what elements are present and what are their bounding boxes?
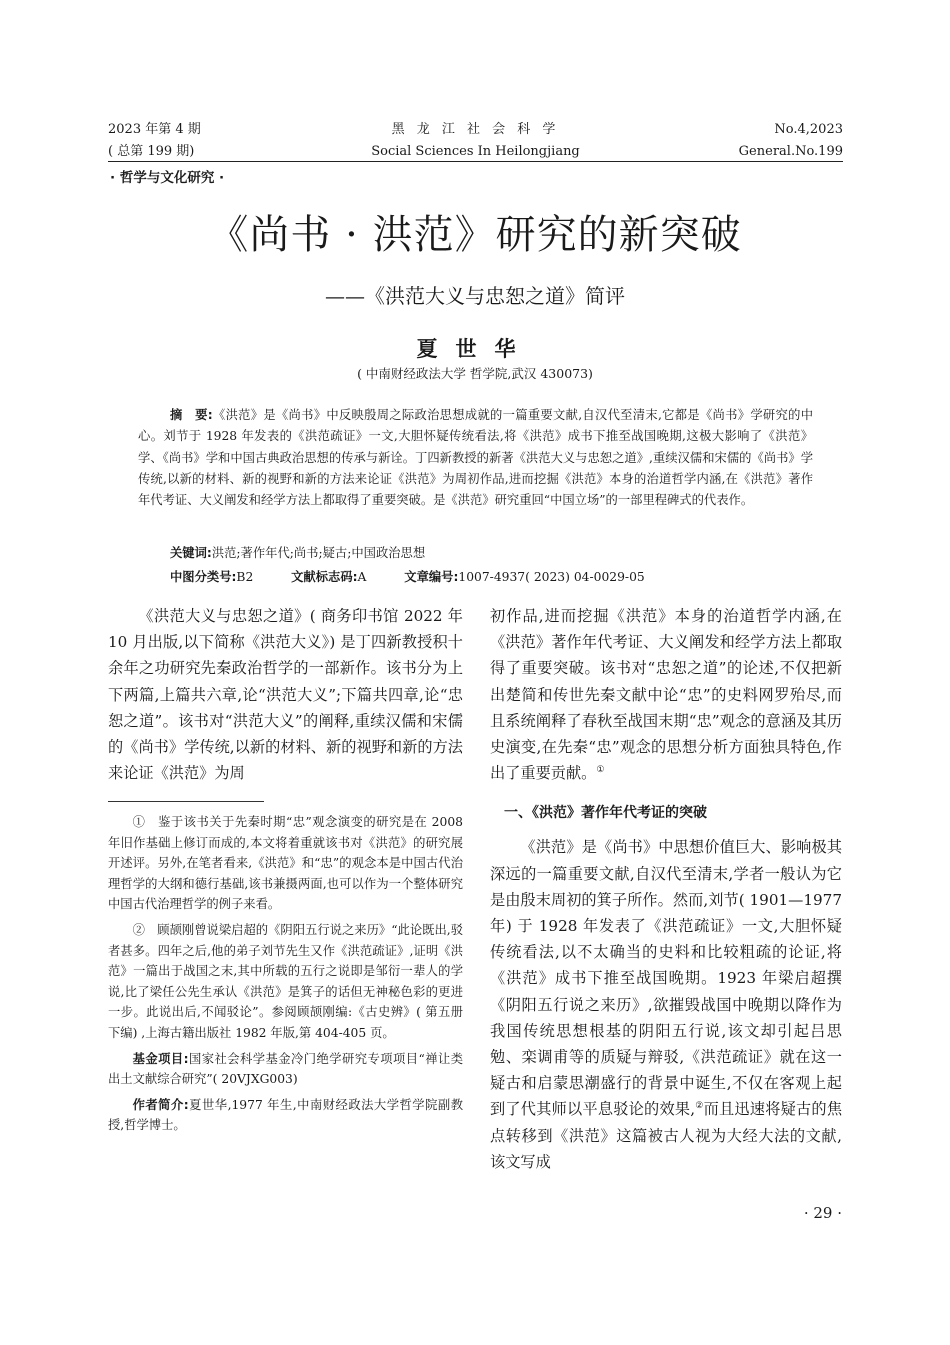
fund-note [108, 1049, 463, 1090]
body-text-p2a: 《洪范》是《尚书》中思想价值巨大、影响极其深远的一篇重要文献,自汉代至清末,学者一般认为它是由殷末周初的箕子所作。然而,刘节( 1901—1977 年) 于 1928 年发表了《洪范疏证》一文,大胆怀疑传统看法,以不太确当的史料和比较粗疏的论证,将《洪范》成书下推至战国晚期。1923 年梁启超撰《阴阳五行说之来历》,欲摧毁战国中晚期以降作为我国传统思想根基的阴阳五行说,该文却引起吕思勉、栾调甫等的质疑与辩驳,《洪范疏证》就在这一疑古和启蒙思潮盛行的背景中诞生,不仅在客观上起到了代其师以平息驳论的效果, [490, 838, 842, 1119]
page-number: · 29 · [803, 1204, 842, 1222]
keywords-label: 关键词: [170, 546, 212, 560]
journal-title-cn: 黑 龙 江 社 会 科 学 [391, 122, 560, 137]
footnote-1 [108, 812, 463, 915]
doc-code-label: 文献标志码: [291, 570, 358, 584]
body-paragraph-1: 《洪范大义与忠恕之道》( 商务印书馆 2022 年 10 月出版,以下简称《洪范大义》) 是丁四新教授积十余年之功研究先秦政治哲学的一部新作。该书分为上下两篇,上篇共六章,论“洪范大义”;下篇共四章,论“忠恕之道”。该书对“洪范大义”的阐释,重续汉儒和宋儒的《尚书》学传统,以新的材料、新的视野和新的方法来论证《洪范》为周 [108, 607, 463, 783]
footnote-2-text: 顾颉刚曾说梁启超的《阴阳五行说之来历》“此论既出,驳者甚多。四年之后,他的弟子刘节先生又作《洪范疏证》,证明《洪范》一篇出于战国之末,其中所载的五行之说即是邹衍一辈人的学说,比了梁任公先生承认《洪范》是箕子的话但无神秘色彩的更进一步。此说出后,不闻驳论”。参阅顾颉刚编:《古史辨》( 第五册下编) ,上海古籍出版社 1982 年版,第 404-405 页。 [108, 922, 463, 1040]
fund-text: 国家社会科学基金冷门绝学研究专项项目“禅让类出土文献综合研究”( 20VJXG003) [108, 1051, 463, 1087]
doc-code-value: A [357, 570, 367, 584]
footnote-ref-1[interactable]: ① [596, 765, 605, 776]
author-bio [108, 1095, 463, 1136]
footnote-2-marker: ② [132, 922, 145, 937]
issue-label: 2023 年第 4 期 [108, 122, 201, 137]
classification-line [170, 567, 645, 587]
footnotes [108, 812, 463, 1141]
article-number-value: 1007-4937( 2023) 04-0029-05 [458, 570, 645, 584]
article-title: 《尚书 · 洪范》研究的新突破 [208, 212, 742, 258]
abstract [138, 405, 813, 511]
clc-label: 中图分类号: [170, 570, 237, 584]
footnote-1-text: 鉴于该书关于先秦时期“忠”观念演变的研究是在 2008 年旧作基础上修订而成的,本文将着重就该书对《洪范》的研究展开述评。另外,在笔者看来,《洪范》和“忠”的观念本是中国古代治理哲学的大纲和德行基础,该书兼摄两面,也可以作为一个整体研究中国古代治理哲学的例子来看。 [108, 815, 463, 912]
keywords-line [170, 543, 425, 563]
issue-label-en: No.4,2023 [774, 122, 843, 137]
bio-label: 作者简介: [132, 1097, 189, 1112]
body-paragraph-1-continued [490, 603, 842, 786]
clc-value: B2 [236, 570, 254, 584]
section-heading-1: 一、《洪范》著作年代考证的突破 [504, 805, 707, 822]
abstract-text: 《洪范》是《尚书》中反映殷周之际政治思想成就的一篇重要文献,自汉代至清末,它都是《尚书》学研究的中心。刘节于 1928 年发表的《洪范疏证》一文,大胆怀疑传统看法,将《洪范》成书下推至战国晚期,这极大影响了《洪范》学、《尚书》学和中国古典政治思想的传承与新诠。丁四新教授的新著《洪范大义与忠恕之道》,重续汉儒和宋儒的《尚书》学传统,以新的材料、新的视野和新的方法来论证《洪范》为周初作品,进而挖掘《洪范》本身的治道哲学内涵,在《洪范》著作年代考证、大义阐发和经学方法上都取得了重要突破。是《洪范》研究重回“中国立场”的一部里程碑式的代表作。 [138, 408, 813, 508]
abstract-label: 摘 要: [170, 408, 213, 422]
article-number-label: 文章编号: [404, 570, 459, 584]
article-subtitle: ——《洪范大义与忠恕之道》简评 [325, 284, 625, 308]
footnote-1-marker: ① [132, 815, 146, 829]
bio-text: 夏世华,1977 年生,中南财经政法大学哲学院副教授,哲学博士。 [108, 1097, 463, 1133]
footnote-rule [108, 801, 264, 802]
footnote-ref-2[interactable]: ② [695, 1101, 704, 1112]
section-label: · 哲学与文化研究 · [110, 170, 225, 186]
header-rule [108, 161, 843, 162]
author-name: 夏世华 [416, 336, 534, 361]
journal-title-en: Social Sciences In Heilongjiang [371, 144, 580, 159]
body-paragraph-2 [490, 834, 842, 1175]
keywords-text: 洪范;著作年代;尚书;疑古;中国政治思想 [211, 546, 426, 560]
fund-label: 基金项目: [132, 1051, 189, 1066]
footnote-2 [108, 920, 463, 1044]
total-issue-label: ( 总第 199 期) [108, 144, 195, 159]
body-column-right [490, 603, 842, 1175]
body-column-left [108, 603, 463, 786]
general-issue-label: General.No.199 [738, 144, 843, 159]
body-text-p2b: 而且迅速将疑古的焦点转移到《洪范》这篇被古人视为大经大法的文献,该文写成 [490, 1100, 843, 1171]
body-text-cont: 初作品,进而挖掘《洪范》本身的治道哲学内涵,在《洪范》著作年代考证、大义阐发和经学方法上都取得了重要突破。该书对“忠恕之道”的论述,不仅把新出楚简和传世先秦文献中论“忠”的史料网罗殆尽,而且系统阐释了春秋至战国末期“忠”观念的意涵及其历史演变,在先秦“忠”观念的思想分析方面独具特色,作出了重要贡献。 [490, 607, 842, 783]
author-affiliation: ( 中南财经政法大学 哲学院,武汉 430073) [357, 366, 593, 381]
